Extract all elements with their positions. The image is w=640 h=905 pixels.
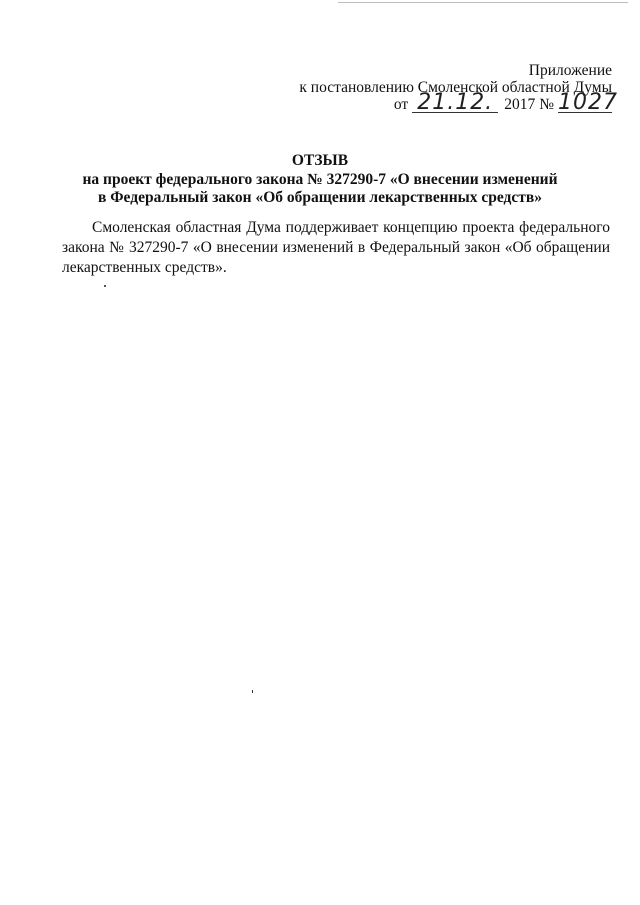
handwritten-date: 21.12.	[417, 90, 494, 115]
date-prefix: от	[393, 96, 409, 113]
title-line-2: в Федеральный закон «Об обращении лекарственных средств»	[98, 189, 542, 206]
title-main: ОТЗЫВ	[291, 152, 349, 169]
scan-edge-line	[338, 2, 628, 3]
document-title	[40, 152, 600, 207]
number-field	[558, 90, 618, 115]
scan-speck	[252, 690, 253, 693]
date-field	[412, 90, 498, 115]
number-sign: №	[539, 96, 554, 113]
scan-speck	[104, 285, 106, 287]
year-text: 2017	[504, 96, 536, 113]
handwritten-number: 1027	[558, 90, 618, 115]
date-number-line	[252, 90, 618, 115]
body-paragraph: Смоленская областная Дума поддерживает концепцию проекта федерального закона № 327290-7 «О внесении изменений в Федеральный закон «Об обращении лекарственных средств».	[62, 219, 610, 276]
title-line-1: на проект федерального закона № 327290-7 «О внесении изменений	[82, 171, 558, 188]
appendix-header	[252, 62, 618, 115]
appendix-label: Приложение	[528, 62, 612, 79]
resolution-line: к постановлению Смоленской областной Думы	[299, 79, 612, 96]
